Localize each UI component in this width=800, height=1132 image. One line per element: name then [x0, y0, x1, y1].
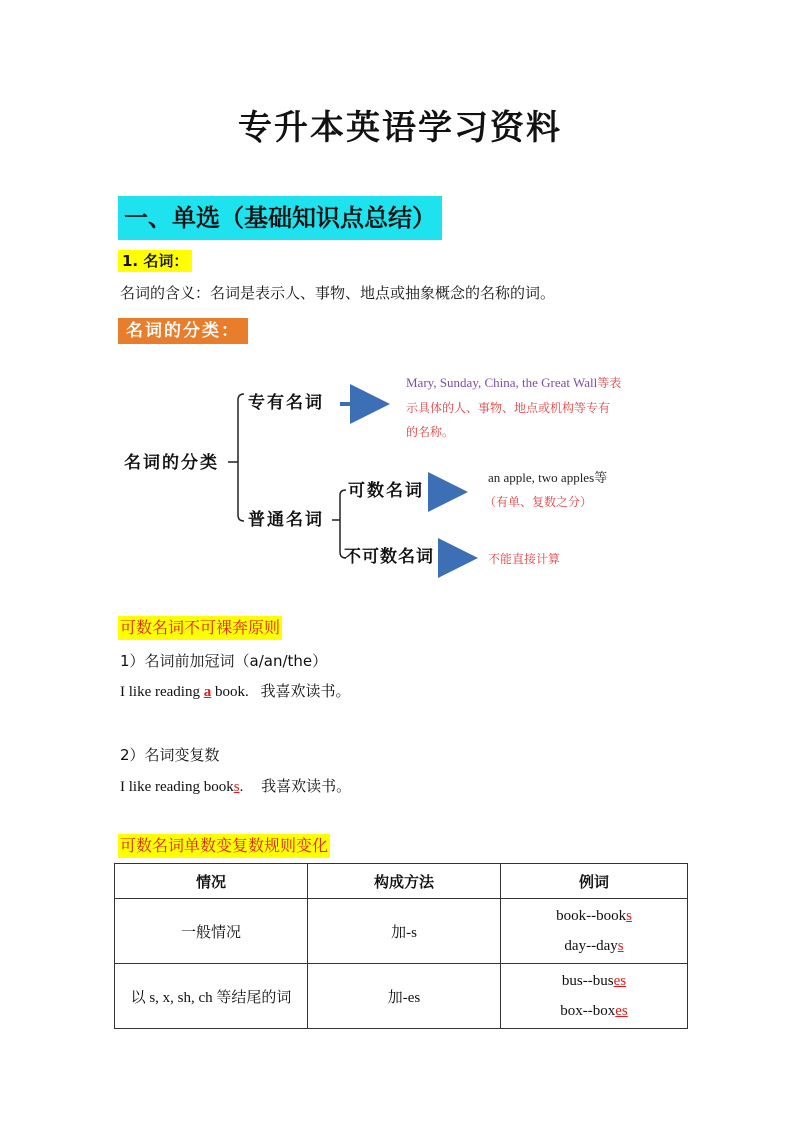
- table-row: [115, 964, 688, 1029]
- example1-prefix: I like reading: [120, 684, 204, 700]
- example2-prefix: I like reading book: [120, 779, 234, 795]
- rule1-heading: 可数名词不可裸奔原则: [118, 616, 282, 640]
- sub-heading-noun: 1. 名词：: [118, 250, 192, 272]
- noun-definition: 名词的含义：名词是表示人、事物、地点或抽象概念的名称的词。: [120, 284, 556, 302]
- example2-marked: s: [233, 779, 240, 795]
- proper-desc-line2: 示具体的人、事物、地点或机构等专有: [406, 401, 611, 415]
- page-title: 专升本英语学习资料: [238, 108, 562, 148]
- uncountable-label: 不可数名词: [344, 547, 434, 567]
- noun-classification-diagram: [110, 360, 670, 580]
- proper-desc-line3: 的名称。: [406, 425, 455, 439]
- plural-rules-table: [114, 863, 688, 1029]
- example-word: bus--buses: [561, 973, 627, 989]
- countable-note: （有单、复数之分）: [484, 495, 593, 509]
- rule2-heading: 可数名词单数变复数规则变化: [118, 834, 330, 858]
- classification-label: 名词的分类：: [118, 318, 248, 344]
- examples-cell: [501, 899, 688, 964]
- case-cell: 以 s, x, sh, ch 等结尾的词: [115, 964, 308, 1029]
- countable-label: 可数名词: [348, 481, 424, 501]
- common-noun-label: 普通名词: [248, 510, 324, 530]
- example-word: box--boxes: [560, 1003, 628, 1019]
- rule1-example1: [120, 680, 350, 701]
- example-word: book--books: [556, 908, 632, 924]
- proper-examples: Mary, Sunday, China, the Great Wall: [406, 375, 598, 390]
- example1-suffix: book.: [211, 684, 249, 700]
- rule1-example2: [120, 775, 351, 796]
- diagram-root: 名词的分类: [124, 453, 219, 473]
- rule1-item2-title: 2）名词变复数: [120, 746, 220, 764]
- rule1-item1-title: 1）名词前加冠词（a/an/the）: [120, 652, 328, 670]
- table-header-row: [115, 864, 688, 899]
- case-cell: 一般情况: [115, 899, 308, 964]
- countable-examples: an apple, two apples等: [488, 470, 608, 485]
- column-header: 情况: [115, 864, 308, 899]
- method-cell: 加-es: [308, 964, 501, 1029]
- example1-marked: a: [203, 684, 212, 700]
- section-heading: 一、单选（基础知识点总结）: [118, 196, 442, 240]
- root-bracket: [228, 394, 244, 521]
- example-word: day--days: [564, 938, 624, 954]
- column-header: 构成方法: [308, 864, 501, 899]
- uncountable-note: 不能直接计算: [488, 552, 561, 566]
- example2-translation: 我喜欢读书。: [261, 777, 352, 795]
- method-cell: 加-s: [308, 899, 501, 964]
- column-header: 例词: [501, 864, 688, 899]
- svg-text:Mary, Sunday, China, the Great: [406, 375, 621, 390]
- proper-desc-tail: 等表: [597, 376, 622, 390]
- proper-noun-label: 专有名词: [248, 393, 324, 413]
- table-row: [115, 899, 688, 964]
- example2-suffix: .: [239, 779, 244, 795]
- examples-cell: [501, 964, 688, 1029]
- example1-translation: 我喜欢读书。: [260, 682, 351, 700]
